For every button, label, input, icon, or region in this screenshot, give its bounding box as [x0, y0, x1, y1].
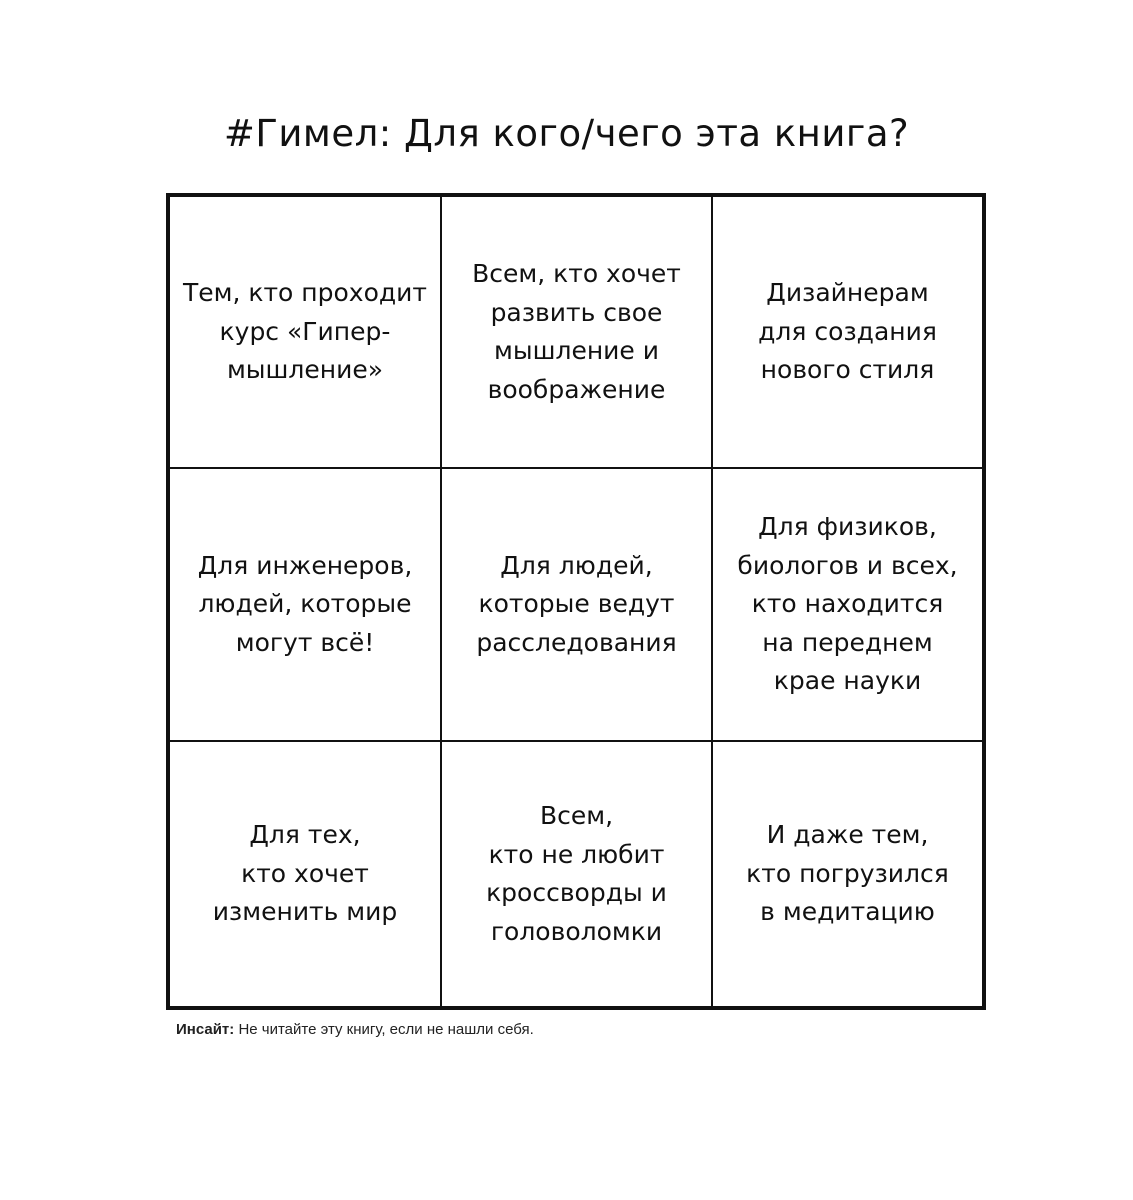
- footnote-text: Не читайте эту книгу, если не нашли себя.: [234, 1021, 534, 1038]
- cell-text: Для людей, которые ведут расследования: [476, 550, 677, 657]
- grid-cell: [442, 197, 713, 469]
- grid-cell: [170, 742, 442, 1006]
- cell-text: Для инженеров, людей, которые могут всё!: [197, 550, 413, 657]
- insight-footnote: [176, 1021, 534, 1038]
- grid-cell: [442, 469, 713, 742]
- grid-cell: [170, 197, 442, 469]
- grid-cell: [713, 469, 982, 742]
- grid-cell: [713, 742, 982, 1006]
- grid-cell: [713, 197, 982, 469]
- cell-text: Дизайнерам для создания нового стиля: [758, 278, 937, 385]
- footnote-label: Инсайт:: [176, 1021, 235, 1038]
- cell-text: Всем, кто хочет развить свое мышление и воображение: [472, 259, 681, 404]
- cell-text: И даже тем, кто погрузился в медитацию: [746, 820, 949, 927]
- grid-cell: [170, 469, 442, 742]
- audience-grid: [166, 193, 986, 1010]
- cell-text: Всем, кто не любит кроссворды и головоломки: [486, 801, 667, 946]
- grid-cell: [442, 742, 713, 1006]
- cell-text: Для тех, кто хочет изменить мир: [212, 820, 398, 927]
- cell-text: Тем, кто проходит курс «Гипер- мышление»: [182, 278, 427, 385]
- cell-text: Для физиков, биологов и всех, кто находится на переднем крае науки: [737, 512, 958, 696]
- page-title: #Гимел: Для кого/чего эта книга?: [223, 112, 910, 155]
